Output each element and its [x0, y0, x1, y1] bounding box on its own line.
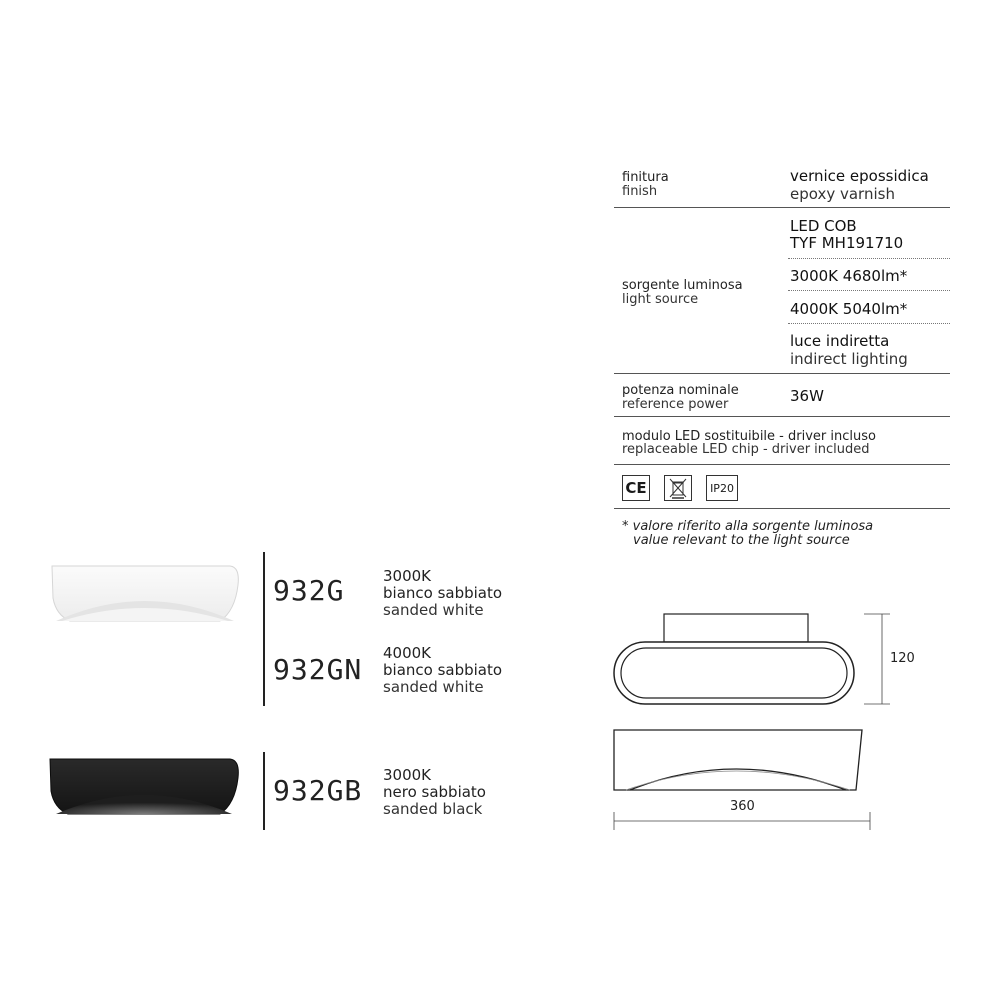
module-text-it: modulo LED sostituibile - driver incluso — [622, 429, 876, 444]
power-label-it: potenza nominale — [622, 383, 739, 398]
product-code-932g: 932G — [273, 574, 345, 607]
finish-label-en: finish — [622, 184, 658, 199]
divider — [614, 464, 950, 465]
product-desc-932gn — [383, 645, 502, 696]
indirect-en: indirect lighting — [790, 350, 908, 368]
footnote-it: * valore riferito alla sorgente luminosa — [622, 519, 874, 534]
ip20-badge: IP20 — [706, 475, 738, 501]
divider — [614, 508, 950, 509]
light-source-label-en: light source — [622, 292, 699, 307]
product-temp: 4000K — [383, 644, 432, 662]
group-divider-white — [263, 552, 265, 706]
technical-drawing — [600, 600, 930, 844]
product-color-en: sanded black — [383, 800, 483, 818]
divider — [614, 373, 950, 374]
width-dimension-label: 360 — [730, 799, 755, 814]
light-source-label-it: sorgente luminosa — [622, 278, 743, 293]
dotted-divider — [788, 258, 950, 259]
divider — [614, 416, 950, 417]
divider — [614, 207, 950, 208]
finish-label-it: finitura — [622, 170, 669, 185]
module-text-en: replaceable LED chip - driver included — [622, 442, 870, 457]
led-type: LED COB — [790, 217, 857, 235]
option-3000k: 3000K 4680lm* — [790, 267, 908, 285]
product-color-en: sanded white — [383, 601, 484, 619]
option-4000k: 4000K 5040lm* — [790, 300, 908, 318]
power-label-en: reference power — [622, 397, 729, 412]
indirect-it: luce indiretta — [790, 332, 890, 350]
product-color-it: nero sabbiato — [383, 783, 486, 801]
group-divider-black — [263, 752, 265, 830]
product-temp: 3000K — [383, 567, 432, 585]
finish-value-it: vernice epossidica — [790, 167, 929, 185]
product-color-it: bianco sabbiato — [383, 661, 503, 679]
product-color-en: sanded white — [383, 678, 484, 696]
product-code-932gb: 932GB — [273, 774, 363, 807]
product-desc-932gb — [383, 767, 486, 818]
led-model: TYF MH191710 — [790, 234, 904, 252]
height-dimension-label: 120 — [890, 651, 915, 666]
dotted-divider — [788, 290, 950, 291]
product-color-it: bianco sabbiato — [383, 584, 503, 602]
ce-mark-icon: CE — [622, 475, 650, 501]
product-image-white — [50, 563, 240, 629]
dotted-divider — [788, 323, 950, 324]
product-code-932gn: 932GN — [273, 653, 363, 686]
product-temp: 3000K — [383, 766, 432, 784]
finish-value-en: epoxy varnish — [790, 185, 895, 203]
product-desc-932g — [383, 568, 502, 619]
footnote-en: value relevant to the light source — [633, 533, 850, 548]
power-value: 36W — [790, 387, 824, 405]
weee-bin-icon — [664, 475, 692, 501]
product-image-black — [48, 756, 240, 822]
